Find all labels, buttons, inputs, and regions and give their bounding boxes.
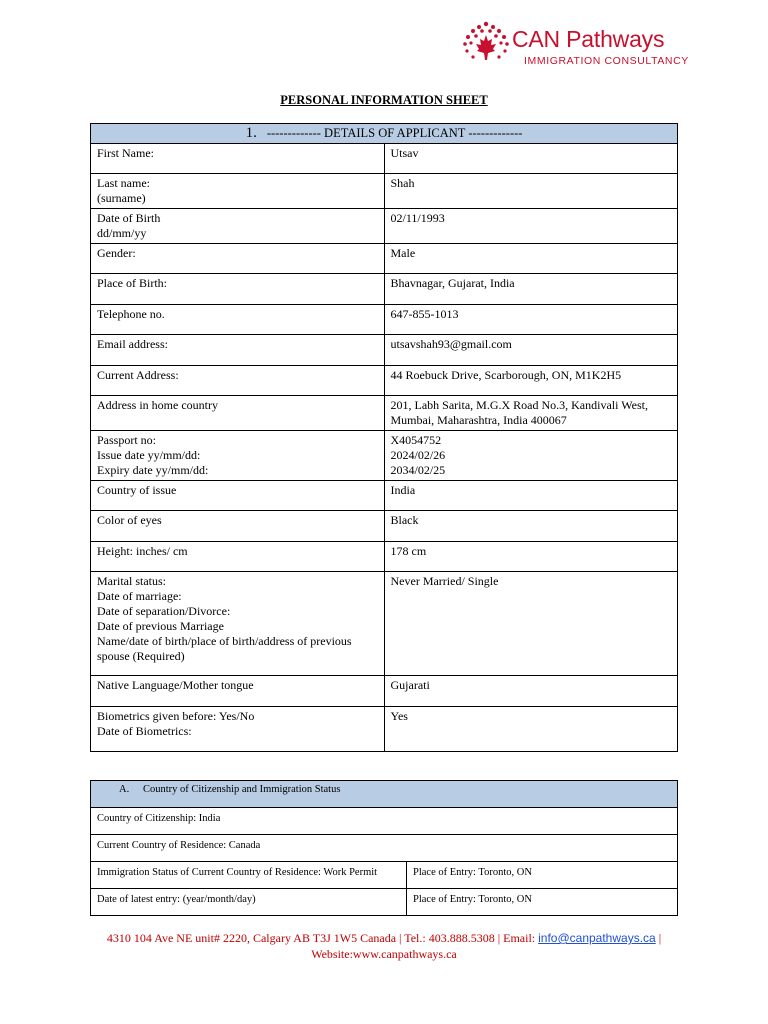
- citizenship-header: [91, 781, 678, 808]
- table-row: [91, 431, 678, 481]
- page-footer: [0, 930, 768, 962]
- table-row: [91, 862, 678, 889]
- latest-entry-cell: Date of latest entry: (year/month/day): [91, 889, 407, 916]
- table-row: [91, 274, 678, 305]
- citizenship-table: [90, 780, 678, 916]
- field-value: 02/11/1993: [384, 209, 678, 244]
- field-label: Color of eyes: [91, 511, 385, 542]
- field-label: Last name: (surname): [91, 174, 385, 209]
- field-value: Male: [384, 244, 678, 274]
- section-letter: A.: [119, 784, 130, 795]
- field-label: Telephone no.: [91, 305, 385, 335]
- table-row: [91, 174, 678, 209]
- citizenship-heading: Country of Citizenship and Immigration Status: [143, 784, 341, 795]
- table-row: [91, 396, 678, 431]
- applicant-details-table: [90, 123, 678, 752]
- table-row: [91, 808, 678, 835]
- table-row: [91, 889, 678, 916]
- logo-brand-text: CAN Pathways: [512, 26, 665, 52]
- status-entry-cell: Place of Entry: Toronto, ON: [407, 862, 678, 889]
- field-value: X4054752 2024/02/26 2034/02/25: [384, 431, 678, 481]
- table-row: [91, 572, 678, 676]
- field-label: Marital status: Date of marriage: Date of separation/Divorce: Date of previous Marriage Name/date of birth/place of birth/address of previous spouse (Required): [91, 572, 385, 676]
- table-row: [91, 542, 678, 572]
- table-row: [91, 707, 678, 752]
- residence-cell: Current Country of Residence: Canada: [91, 835, 678, 862]
- table-row: [91, 209, 678, 244]
- table-row: [91, 511, 678, 542]
- section-number: 1.: [245, 125, 257, 141]
- field-label: Email address:: [91, 335, 385, 366]
- table-row: [91, 244, 678, 274]
- field-label: First Name:: [91, 144, 385, 174]
- footer-email-link[interactable]: info@canpathways.ca: [538, 931, 656, 945]
- field-label: Address in home country: [91, 396, 385, 431]
- section-heading: ------------- DETAILS OF APPLICANT -------------: [266, 126, 523, 140]
- field-label: Height: inches/ cm: [91, 542, 385, 572]
- footer-separator: |: [655, 931, 662, 945]
- field-value: Shah: [384, 174, 678, 209]
- status-cell: Immigration Status of Current Country of Residence: Work Permit: [91, 862, 407, 889]
- field-value: 44 Roebuck Drive, Scarborough, ON, M1K2H5: [384, 366, 678, 396]
- section-header: [91, 124, 678, 144]
- field-label: Native Language/Mother tongue: [91, 676, 385, 707]
- field-value: utsavshah93@gmail.com: [384, 335, 678, 366]
- citizenship-cell: Country of Citizenship: India: [91, 808, 678, 835]
- field-value: 201, Labh Sarita, M.G.X Road No.3, Kandivali West, Mumbai, Maharashtra, India 400067: [384, 396, 678, 431]
- company-logo: [460, 20, 689, 72]
- field-value: Utsav: [384, 144, 678, 174]
- footer-website: Website:www.canpathways.ca: [311, 947, 457, 961]
- field-value: Never Married/ Single: [384, 572, 678, 676]
- field-value: Bhavnagar, Gujarat, India: [384, 274, 678, 305]
- table-row: [91, 366, 678, 396]
- table-row: [91, 481, 678, 511]
- field-value: Yes: [384, 707, 678, 752]
- field-label: Current Address:: [91, 366, 385, 396]
- table-row: [91, 144, 678, 174]
- section-header-row: [91, 124, 678, 144]
- maple-leaf-dots-icon: [460, 20, 512, 70]
- field-label: Passport no: Issue date yy/mm/dd: Expiry date yy/mm/dd:: [91, 431, 385, 481]
- table-row: [91, 676, 678, 707]
- latest-entry-place-cell: Place of Entry: Toronto, ON: [407, 889, 678, 916]
- field-label: Biometrics given before: Yes/No Date of Biometrics:: [91, 707, 385, 752]
- field-label: Date of Birth dd/mm/yy: [91, 209, 385, 244]
- table-row: [91, 335, 678, 366]
- field-value: 178 cm: [384, 542, 678, 572]
- page-title: PERSONAL INFORMATION SHEET: [280, 93, 488, 107]
- table-row: [91, 835, 678, 862]
- field-value: India: [384, 481, 678, 511]
- field-label: Place of Birth:: [91, 274, 385, 305]
- field-value: Gujarati: [384, 676, 678, 707]
- field-label: Country of issue: [91, 481, 385, 511]
- field-label: Gender:: [91, 244, 385, 274]
- footer-address: 4310 104 Ave NE unit# 2220, Calgary AB T3J 1W5 Canada | Tel.: 403.888.5308 | Email:: [106, 931, 539, 945]
- logo-subtitle: IMMIGRATION CONSULTANCY: [524, 55, 689, 67]
- table-row: [91, 305, 678, 335]
- field-value: Black: [384, 511, 678, 542]
- field-value: 647-855-1013: [384, 305, 678, 335]
- citizenship-header-row: [91, 781, 678, 808]
